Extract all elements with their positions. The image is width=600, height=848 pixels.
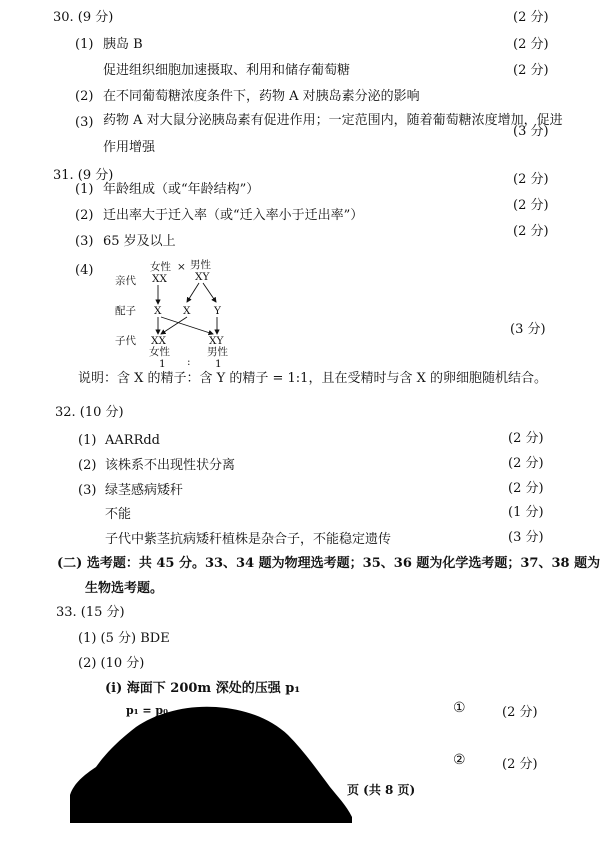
- section2-line1: (二) 选考题：共 45 分。33、34 题为物理选考题；35、36 题为化学选考题；37、38 题为: [57, 556, 600, 571]
- q31-p1-label: (1): [75, 182, 94, 197]
- parent-female-genotype: XX: [152, 273, 167, 285]
- q32-p1-text: AARRdd: [105, 433, 160, 448]
- q33-eq1-marker: ①: [453, 700, 466, 716]
- q32-p2-label: (2): [78, 458, 97, 473]
- label-gametes: 配子: [115, 305, 136, 317]
- q32-p3-label: (3): [78, 483, 97, 498]
- parent-male-label: 男性: [190, 259, 211, 271]
- q30-p3-text: 药物 A 对大鼠分泌胰岛素有促进作用；一定范围内，随着葡萄糖浓度增加，促进: [103, 113, 563, 128]
- sex-inheritance-diagram: [85, 252, 315, 372]
- q31-p3-text: 65 岁及以上: [103, 234, 176, 249]
- parent-female-label: 女性: [150, 261, 171, 273]
- q32-p3-text: 绿茎感病矮秆: [105, 483, 184, 498]
- q32-p1-score: (2 分): [508, 431, 544, 446]
- redaction-blob: [66, 705, 356, 823]
- q31-p2-label: (2): [75, 208, 94, 223]
- q30-p1-label: (1): [75, 37, 94, 52]
- label-offspring: 子代: [115, 335, 136, 347]
- q33-eq1-score: (2 分): [502, 705, 538, 720]
- q31-p4-score: (3 分): [510, 322, 546, 337]
- q30-p1-line1: 胰岛 B: [103, 37, 143, 52]
- ratio-right: 1: [215, 358, 222, 370]
- q32-p2-text: 该株系不出现性状分离: [105, 458, 236, 473]
- q30-p3-cont: 作用增强: [103, 140, 156, 155]
- q30-p3-label: (3): [75, 115, 94, 130]
- q30-header: 30. (9 分): [53, 10, 114, 25]
- ratio-separator: :: [187, 356, 191, 368]
- q31-p3-score: (2 分): [513, 224, 549, 239]
- q30-p2-label: (2): [75, 89, 94, 104]
- cross-symbol: ×: [177, 261, 186, 273]
- q31-p1-score: (2 分): [513, 172, 549, 187]
- q31-header: 31. (9 分): [53, 168, 114, 183]
- offspring-male-label: 男性: [207, 346, 228, 358]
- gamete-male-y: Y: [214, 305, 221, 317]
- q30-p1-line2: 促进组织细胞加速摄取、利用和储存葡萄糖: [103, 63, 351, 78]
- gamete-male-x: X: [183, 305, 191, 317]
- q30-p1-line2-score: (2 分): [513, 63, 549, 78]
- q31-p3-label: (3): [75, 234, 94, 249]
- q33-sub-i: (i) 海面下 200m 深处的压强 p₁: [105, 681, 301, 696]
- label-parent-generation: 亲代: [115, 275, 136, 287]
- q33-p1: (1) (5 分) BDE: [78, 631, 170, 646]
- q32-p3-line2-score: (1 分): [508, 505, 544, 520]
- q33-header: 33. (15 分): [56, 605, 125, 620]
- q31-p1-text: 年龄组成（或“年龄结构”）: [103, 182, 260, 197]
- q32-p3-line2: 不能: [105, 507, 132, 522]
- q33-eq2-marker: ②: [453, 752, 466, 768]
- q30-p3-score: (3 分): [513, 124, 549, 139]
- q32-header: 32. (10 分): [55, 405, 124, 420]
- q31-p2-text: 迁出率大于迁入率（或“迁入率小于迁出率”）: [103, 208, 364, 223]
- q30-p2-text: 在不同葡萄糖浓度条件下，药物 A 对胰岛素分泌的影响: [103, 89, 420, 104]
- q30-header-score: (2 分): [513, 10, 549, 25]
- page-footer: 页 (共 8 页): [347, 783, 416, 797]
- q33-p2: (2) (10 分): [78, 656, 145, 671]
- parent-male-genotype: XY: [195, 271, 210, 283]
- q30-p1-line1-score: (2 分): [513, 37, 549, 52]
- offspring-xy: XY: [209, 335, 224, 347]
- offspring-female-label: 女性: [149, 346, 170, 358]
- q32-p2-score: (2 分): [508, 456, 544, 471]
- gamete-female-x: X: [154, 305, 162, 317]
- q32-p3-score: (2 分): [508, 481, 544, 496]
- q32-p3-line3: 子代中紫茎抗病矮秆植株是杂合子，不能稳定遗传: [105, 532, 392, 547]
- q33-eq1-visible: p₁ = p₀: [126, 704, 168, 717]
- offspring-xx: XX: [151, 335, 166, 347]
- ratio-left: 1: [159, 358, 166, 370]
- q31-p4-label: (4): [75, 263, 94, 278]
- q32-p1-label: (1): [78, 433, 97, 448]
- q33-eq2-score: (2 分): [502, 757, 538, 772]
- q31-note: 说明：含 X 的精子：含 Y 的精子 = 1:1，且在受精时与含 X 的卵细胞随机结合。: [78, 371, 547, 386]
- q32-p3-line3-score: (3 分): [508, 530, 544, 545]
- q31-p2-score: (2 分): [513, 198, 549, 213]
- section2-line2: 生物选考题。: [85, 581, 164, 596]
